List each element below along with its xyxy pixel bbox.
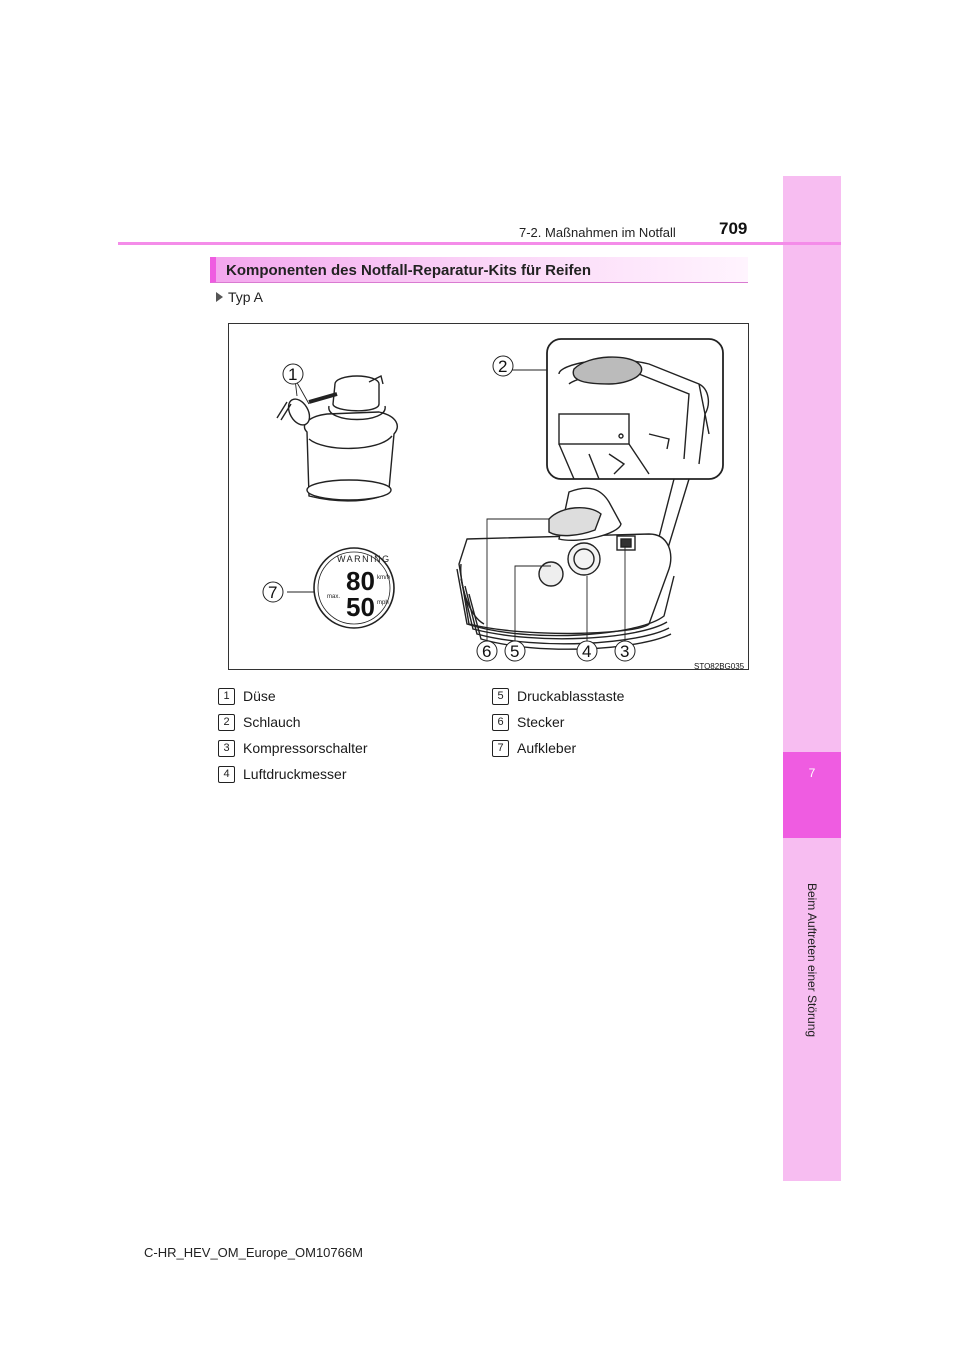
- sealant-bottle-drawing: [277, 376, 397, 501]
- callout-7: 7: [268, 583, 278, 602]
- header-rule: [118, 242, 841, 245]
- repair-kit-illustration: [229, 324, 748, 669]
- legend-number: 4: [218, 766, 235, 783]
- callout-1: 1: [288, 365, 298, 384]
- chapter-active-marker: [783, 752, 841, 838]
- sticker-unit-mph: mph: [377, 600, 389, 606]
- legend-label: Düse: [243, 688, 276, 704]
- legend-label: Stecker: [517, 714, 565, 730]
- legend-number: 2: [218, 714, 235, 731]
- sticker-speed-mph: 50: [346, 592, 375, 622]
- section-heading-text: Komponenten des Notfall-Reparatur-Kits für Reifen: [226, 262, 592, 279]
- type-label: Typ A: [228, 289, 264, 305]
- hose-detail-drawing: [547, 339, 723, 479]
- footer-document-code: C-HR_HEV_OM_Europe_OM10766M: [144, 1245, 363, 1260]
- legend-label: Luftdruckmesser: [243, 766, 347, 782]
- sticker-unit-kmh: km/h: [377, 575, 391, 581]
- section-heading: [210, 257, 748, 283]
- page-number: 709: [719, 219, 748, 238]
- callout-2: 2: [498, 357, 508, 376]
- bullet-arrow-icon: [216, 292, 223, 302]
- sticker-max: max.: [327, 594, 341, 600]
- legend-number: 3: [218, 740, 235, 757]
- tire-repair-kit-figure: [228, 323, 749, 670]
- legend-number: 7: [492, 740, 509, 757]
- chapter-number: 7: [808, 766, 816, 780]
- sticker-title: WARNING: [337, 554, 391, 564]
- legend-label: Druckablasstaste: [517, 688, 625, 704]
- legend-label: Kompressorschalter: [243, 740, 368, 756]
- callout-5: 5: [510, 642, 520, 661]
- legend-label: Aufkleber: [517, 740, 577, 756]
- callout-3: 3: [620, 642, 630, 661]
- legend-label: Schlauch: [243, 714, 301, 730]
- chapter-title: Beim Auftreten einer Störung: [805, 882, 819, 1038]
- legend-number: 1: [218, 688, 235, 705]
- figure-code: STO82BG035: [694, 662, 745, 671]
- legend-number: 5: [492, 688, 509, 705]
- compressor-drawing: [457, 488, 674, 649]
- callout-4: 4: [582, 642, 592, 661]
- legend-number: 6: [492, 714, 509, 731]
- sticker-speed-kmh: 80: [346, 566, 375, 596]
- callout-6: 6: [482, 642, 492, 661]
- header-section-title: 7-2. Maßnahmen im Notfall: [519, 225, 676, 240]
